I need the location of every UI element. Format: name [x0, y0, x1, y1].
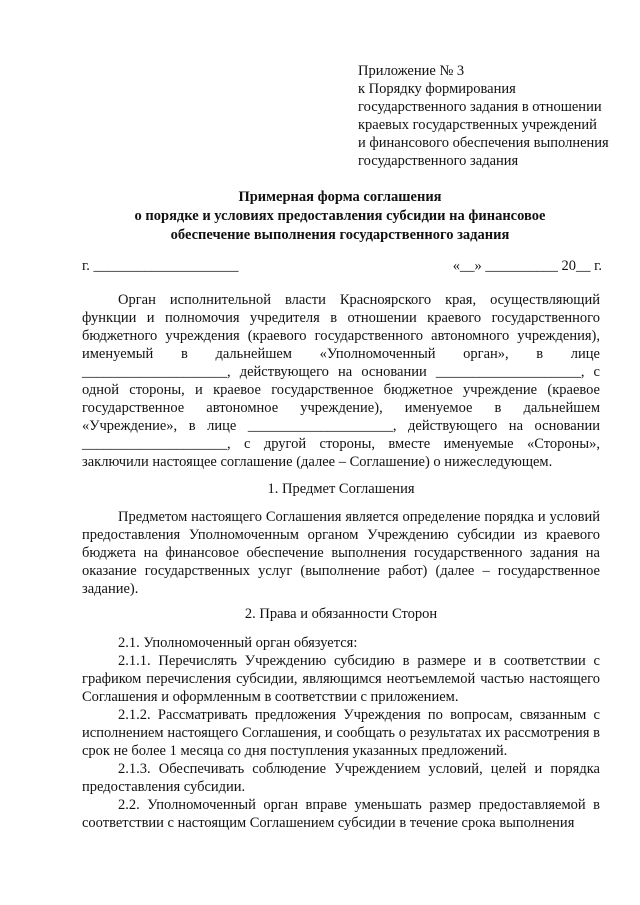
section-1-paragraph: Предметом настоящего Соглашения является определение порядка и условий предоставления Уполномоченным органом Учреждению субсидии из краевого бюджета на финансовое обеспечение выполнения государственного задания на оказание государственных услуг (выполнение работ) (далее – государственное задание). [82, 509, 600, 597]
section-1-heading: 1. Предмет Соглашения [267, 481, 415, 497]
section-2-block [82, 634, 600, 832]
clause-2-1-1: 2.1.1. Перечислять Учреждению субсидию в размере и в соответствии с графиком перечисления субсидии, являющимся неотъемлемой частью настоящего Соглашения и оформленным в соответствии с приложением. [82, 653, 600, 705]
appendix-line: к Порядку формирования [358, 81, 516, 97]
section-1-block [82, 508, 600, 598]
title-line: о порядке и условиях предоставления субсидии на финансовое [134, 208, 546, 224]
clause-2-2: 2.2. Уполномоченный орган вправе уменьшать размер предоставляемой в соответствии с настоящим Соглашением субсидии в течение срока выполнения [82, 797, 600, 831]
appendix-line: государственного задания в отношении [358, 99, 602, 115]
place-date-row [82, 258, 602, 278]
appendix-line: государственного задания [358, 153, 519, 169]
clause-2-1-2: 2.1.2. Рассматривать предложения Учреждения по вопросам, связанным с исполнением настоящего Соглашения, и сообщать о результатах их рассмотрения в срок не более 1 месяца со дня поступления указанных предложений. [82, 707, 600, 759]
title-line: обеспечение выполнения государственного задания [170, 227, 510, 243]
section-2-heading: 2. Права и обязанности Сторон [244, 606, 438, 622]
preamble-block [82, 291, 600, 471]
preamble-paragraph: Орган исполнительной власти Красноярского края, осуществляющий функции и полномочия учредителя в отношении краевого государственного бюджетного учреждения (краевого государственного автономного учреждения), именуемый в дальнейшем «Уполномоченный орган», в лице ____________________, действующего на основании ____________________, с одной стороны, и краевое государственное бюджетное учреждение (краевое государственное автономное учреждение), именуемое в дальнейшем «Учреждение», в лице ____________________, действующего на основании ____________________, с другой стороны, вместе именуемые «Стороны», заключили настоящее соглашение (далее – Соглашение) о нижеследующем. [82, 292, 600, 470]
date-field: «__» __________ 20__ г. [452, 258, 602, 274]
appendix-line: и финансового обеспечения выполнения [358, 135, 609, 151]
appendix-line: краевых государственных учреждений [358, 117, 597, 133]
document-title [60, 188, 620, 245]
clause-2-1: 2.1. Уполномоченный орган обязуется: [118, 635, 358, 651]
appendix-line: Приложение № 3 [358, 63, 465, 79]
title-line: Примерная форма соглашения [238, 189, 442, 205]
clause-2-1-3: 2.1.3. Обеспечивать соблюдение Учреждением условий, целей и порядка предоставления субсидии. [82, 761, 600, 795]
city-field: г. ____________________ [82, 258, 239, 274]
appendix-header [358, 62, 628, 170]
